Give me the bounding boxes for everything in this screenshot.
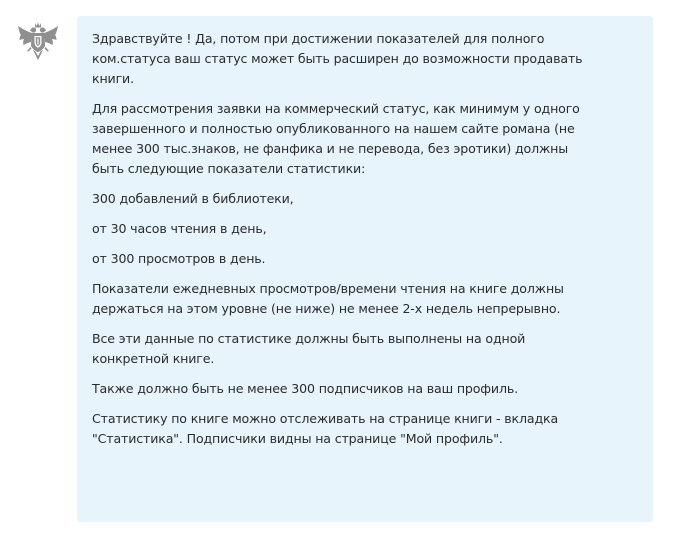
message-item-reading-hours: от 30 часов чтения в день, (92, 221, 267, 236)
message-paragraph-requirements: Для рассмотрения заявки на коммерческий статус, как минимум у одного завершенного и полностью опубликованного на нашем сайте романа (не менее 300 тыс.знаков, не фанфика и не перевода, без эротики) должны быть следующие показатели статистики: (92, 101, 580, 176)
message-paragraph-single-book: Все эти данные по статистике должны быть выполнены на одной конкретной книге. (92, 331, 526, 366)
sender-avatar[interactable] (16, 20, 60, 64)
message-paragraph-statistics-location: Статистику по книге можно отслеживать на странице книги - вкладка "Статистика". Подписчики видны на странице "Мой профиль". (92, 411, 559, 446)
message-paragraph-duration: Показатели ежедневных просмотров/времени чтения на книге должны держаться на этом уровне (не ниже) не менее 2-х недель непрерывно. (92, 281, 564, 316)
message-bubble (77, 16, 653, 522)
message-paragraph-subscribers: Также должно быть не менее 300 подписчиков на ваш профиль. (92, 381, 518, 396)
message-item-daily-views: от 300 просмотров в день. (92, 251, 266, 266)
message-item-library-additions: 300 добавлений в библиотеки, (92, 191, 294, 206)
eagle-emblem-icon (16, 20, 60, 64)
message-paragraph-greeting: Здравствуйте ! Да, потом при достижении показателей для полного ком.статуса ваш статус может быть расширен до возможности продавать книги. (92, 31, 583, 86)
